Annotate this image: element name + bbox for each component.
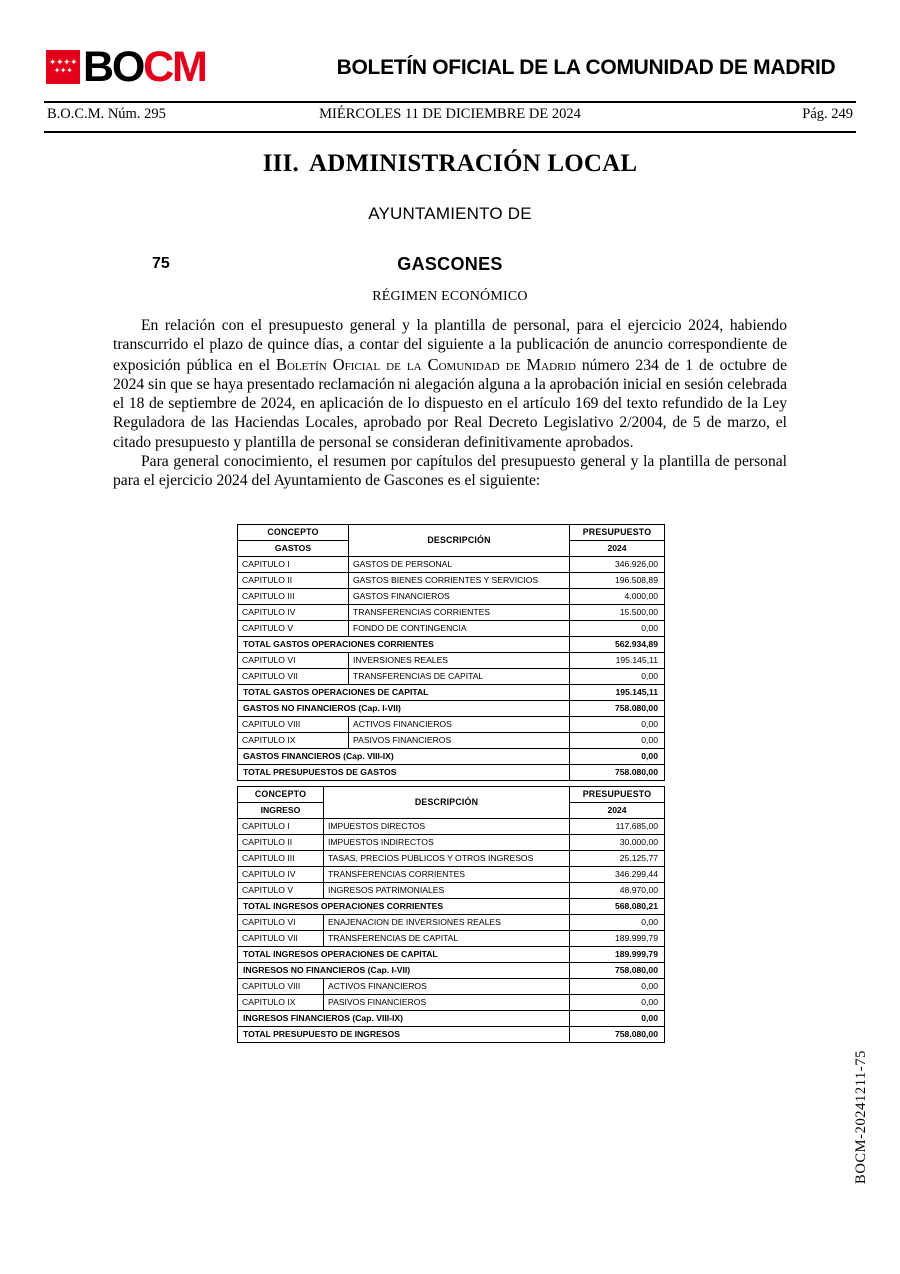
cell-total-label: INGRESOS FINANCIEROS (Cap. VIII-IX) [238, 1011, 570, 1027]
table-row-total [238, 637, 665, 653]
star-icon: ✦ [70, 58, 78, 68]
cell-total-label: TOTAL INGRESOS OPERACIONES CORRIENTES [238, 899, 570, 915]
cell-total-amount: 568.080,21 [570, 899, 665, 915]
cell-total-amount: 758.080,00 [570, 701, 665, 717]
masthead [0, 0, 900, 100]
star-icon: ✦ [48, 58, 56, 68]
header-descripcion: DESCRIPCIÓN [349, 525, 570, 557]
table-row [238, 717, 665, 733]
cell-concepto: CAPITULO V [238, 883, 324, 899]
cell-concepto: CAPITULO IX [238, 995, 324, 1011]
header-year: 2024 [570, 803, 665, 819]
cell-total-amount: 562.934,89 [570, 637, 665, 653]
wordmark-bo: BO [83, 43, 144, 91]
cell-concepto: CAPITULO VIII [238, 717, 349, 733]
cell-total-label: TOTAL GASTOS OPERACIONES CORRIENTES [238, 637, 570, 653]
table-row [238, 819, 665, 835]
table-row-total [238, 749, 665, 765]
organization-name: GASCONES [397, 254, 503, 274]
document-code: BOCM-20241211-75 [853, 1050, 869, 1184]
cell-concepto: CAPITULO VIII [238, 979, 324, 995]
cell-total-label: TOTAL INGRESOS OPERACIONES DE CAPITAL [238, 947, 570, 963]
cell-amount: 30.000,00 [570, 835, 665, 851]
cell-total-label: GASTOS NO FINANCIEROS (Cap. I-VII) [238, 701, 570, 717]
coat-stars-bottom-row [54, 67, 73, 74]
cell-descripcion: TRANSFERENCIAS CORRIENTES [324, 867, 570, 883]
cell-amount: 0,00 [570, 915, 665, 931]
table-row [238, 835, 665, 851]
table-row [238, 669, 665, 685]
cell-descripcion: GASTOS FINANCIEROS [349, 589, 570, 605]
cell-total-amount: 758.080,00 [570, 963, 665, 979]
cell-descripcion: GASTOS DE PERSONAL [349, 557, 570, 573]
section-numeral: III. [262, 150, 299, 177]
cell-descripcion: TRANSFERENCIAS DE CAPITAL [349, 669, 570, 685]
cell-amount: 0,00 [570, 717, 665, 733]
table-row-total [238, 765, 665, 781]
page-number: Pág. 249 [802, 106, 853, 122]
table-row [238, 573, 665, 589]
cell-total-amount: 195.145,11 [570, 685, 665, 701]
wordmark-cm: CM [143, 43, 206, 91]
cell-amount: 0,00 [570, 733, 665, 749]
table-row-total [238, 963, 665, 979]
paragraph-1-part-b: número 234 de 1 de octubre de 2024 sin que se haya presentado reclamación ni alegación alguna a la aprobación inicial en sesión celebrada el 18 de septiembre de 2024, en aplicación de lo dispuesto en el artículo 169 del texto refundido de la Ley Reguladora de las Haciendas Locales, aprobado por Real Decreto Legislativo 2/2004, de 5 de marzo, el citado presupuesto y plantilla de personal se consideran definitivamente aprobados. [113, 356, 787, 451]
cell-descripcion: TASAS, PRECIOS PUBLICOS Y OTROS INGRESOS [324, 851, 570, 867]
document-subject: RÉGIMEN ECONÓMICO [372, 289, 528, 304]
header-descripcion: DESCRIPCIÓN [324, 787, 570, 819]
table-row [238, 931, 665, 947]
cell-amount: 196.508,89 [570, 573, 665, 589]
info-bar [44, 106, 856, 130]
table-row-total [238, 1011, 665, 1027]
header-rule-bottom [44, 131, 856, 133]
cell-concepto: CAPITULO II [238, 573, 349, 589]
table-row-total [238, 1027, 665, 1043]
table-row [238, 995, 665, 1011]
header-year: 2024 [570, 541, 665, 557]
cell-descripcion: ACTIVOS FINANCIEROS [349, 717, 570, 733]
cell-total-label: TOTAL GASTOS OPERACIONES DE CAPITAL [238, 685, 570, 701]
cell-descripcion: FONDO DE CONTINGENCIA [349, 621, 570, 637]
cell-amount: 0,00 [570, 621, 665, 637]
table-row [238, 883, 665, 899]
cell-total-amount: 0,00 [570, 749, 665, 765]
organization-type: AYUNTAMIENTO DE [368, 204, 532, 223]
cell-total-label: INGRESOS NO FINANCIEROS (Cap. I-VII) [238, 963, 570, 979]
cell-total-amount: 758.080,00 [570, 765, 665, 781]
table-ingresos [237, 786, 665, 1043]
bocm-wordmark [83, 43, 206, 91]
cell-amount: 189.999,79 [570, 931, 665, 947]
table-row [238, 867, 665, 883]
header-concepto-sub: GASTOS [238, 541, 349, 557]
cell-total-label: TOTAL PRESUPUESTOS DE GASTOS [238, 765, 570, 781]
star-icon: ✦ [63, 58, 71, 68]
table-row [238, 621, 665, 637]
table-row-total [238, 947, 665, 963]
cell-concepto: CAPITULO VI [238, 915, 324, 931]
cell-descripcion: PASIVOS FINANCIEROS [324, 995, 570, 1011]
star-icon: ✦ [66, 66, 73, 75]
publication-date: MIÉRCOLES 11 DE DICIEMBRE DE 2024 [319, 106, 581, 122]
bulletin-number: B.O.C.M. Núm. 295 [47, 106, 166, 122]
cell-concepto: CAPITULO III [238, 589, 349, 605]
cell-amount: 346.299,44 [570, 867, 665, 883]
document-body [113, 316, 787, 491]
table-row-header-1 [238, 787, 665, 803]
star-icon: ✦ [59, 66, 67, 75]
cell-descripcion: ENAJENACION DE INVERSIONES REALES [324, 915, 570, 931]
cell-total-amount: 758.080,00 [570, 1027, 665, 1043]
cell-total-amount: 0,00 [570, 1011, 665, 1027]
madrid-coat-of-arms-icon [46, 50, 80, 84]
bocm-small-caps-reference: Boletín Oficial de la Comunidad de Madrid [276, 354, 576, 374]
cell-concepto: CAPITULO VI [238, 653, 349, 669]
cell-descripcion: IMPUESTOS DIRECTOS [324, 819, 570, 835]
table-row [238, 653, 665, 669]
cell-descripcion: IMPUESTOS INDIRECTOS [324, 835, 570, 851]
header-concepto: CONCEPTO [238, 787, 324, 803]
cell-concepto: CAPITULO IX [238, 733, 349, 749]
cell-concepto: CAPITULO V [238, 621, 349, 637]
body-paragraph-1 [113, 316, 787, 452]
header-concepto-sub: INGRESO [238, 803, 324, 819]
table-row [238, 733, 665, 749]
cell-total-amount: 189.999,79 [570, 947, 665, 963]
cell-concepto: CAPITULO IV [238, 605, 349, 621]
cell-concepto: CAPITULO II [238, 835, 324, 851]
cell-amount: 195.145,11 [570, 653, 665, 669]
table-row [238, 605, 665, 621]
cell-amount: 117.685,00 [570, 819, 665, 835]
cell-concepto: CAPITULO III [238, 851, 324, 867]
cell-descripcion: ACTIVOS FINANCIEROS [324, 979, 570, 995]
cell-amount: 4.000,00 [570, 589, 665, 605]
cell-descripcion: INGRESOS PATRIMONIALES [324, 883, 570, 899]
header-rule-top [44, 101, 856, 103]
table-row-total [238, 685, 665, 701]
cell-amount: 346.926,00 [570, 557, 665, 573]
table-row [238, 589, 665, 605]
cell-amount: 0,00 [570, 669, 665, 685]
cell-total-label: GASTOS FINANCIEROS (Cap. VIII-IX) [238, 749, 570, 765]
entry-number: 75 [152, 255, 170, 272]
table-gastos-body [238, 525, 665, 781]
table-row [238, 851, 665, 867]
cell-descripcion: TRANSFERENCIAS CORRIENTES [349, 605, 570, 621]
star-icon: ✦ [53, 66, 60, 75]
cell-descripcion: TRANSFERENCIAS DE CAPITAL [324, 931, 570, 947]
section-title-text: ADMINISTRACIÓN LOCAL [308, 150, 638, 177]
cell-concepto: CAPITULO I [238, 819, 324, 835]
cell-total-label: TOTAL PRESUPUESTO DE INGRESOS [238, 1027, 570, 1043]
cell-descripcion: GASTOS BIENES CORRIENTES Y SERVICIOS [349, 573, 570, 589]
table-row-header-1 [238, 525, 665, 541]
masthead-title: BOLETÍN OFICIAL DE LA COMUNIDAD DE MADRID [336, 56, 836, 79]
section-title [0, 150, 900, 178]
cell-amount: 25.125,77 [570, 851, 665, 867]
table-row [238, 979, 665, 995]
header-concepto: CONCEPTO [238, 525, 349, 541]
cell-descripcion: PASIVOS FINANCIEROS [349, 733, 570, 749]
body-paragraph-2: Para general conocimiento, el resumen por capítulos del presupuesto general y la plantilla de personal para el ejercicio 2024 del Ayuntamiento de Gascones es el siguiente: [113, 453, 787, 490]
cell-amount: 15.500,00 [570, 605, 665, 621]
table-ingresos-body [238, 787, 665, 1043]
cell-amount: 0,00 [570, 979, 665, 995]
bocm-logo [46, 43, 206, 91]
cell-concepto: CAPITULO VII [238, 931, 324, 947]
cell-amount: 0,00 [570, 995, 665, 1011]
header-presupuesto: PRESUPUESTO [570, 525, 665, 541]
paragraph-1-part-a: En relación con el presupuesto general y la plantilla de personal, para el ejercicio 2024, habiendo transcurrido el plazo de quince días, a contar del siguiente a la publicación de anuncio correspondiente de exposición pública en el [113, 317, 787, 374]
cell-concepto: CAPITULO VII [238, 669, 349, 685]
cell-descripcion: INVERSIONES REALES [349, 653, 570, 669]
table-row [238, 557, 665, 573]
star-icon: ✦ [55, 58, 63, 68]
cell-amount: 48.970,00 [570, 883, 665, 899]
cell-concepto: CAPITULO IV [238, 867, 324, 883]
cell-concepto: CAPITULO I [238, 557, 349, 573]
table-row [238, 915, 665, 931]
header-presupuesto: PRESUPUESTO [570, 787, 665, 803]
table-gastos [237, 524, 665, 781]
table-row-total [238, 899, 665, 915]
table-row-total [238, 701, 665, 717]
